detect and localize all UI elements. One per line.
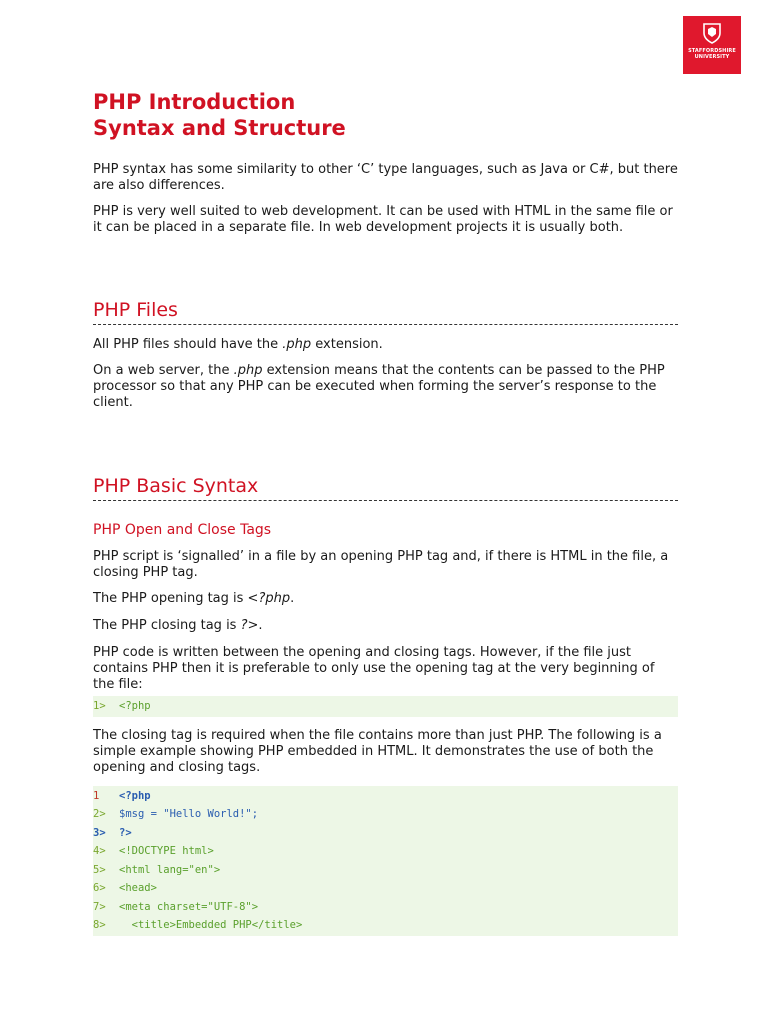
basic-syntax-paragraph-5: The closing tag is required when the file contains more than just PHP. The following is a simple example showing PHP embedded in HTML. It demonstrates the use of both the opening and closing tags.: [93, 727, 662, 775]
code-text: <html lang="en">: [119, 863, 221, 876]
code-text: <title>Embedded PHP</title>: [119, 919, 303, 931]
closing-tag-paragraph: The PHP closing tag is ?>.: [93, 618, 263, 633]
code-line: [93, 916, 678, 935]
code-block-embedded-php: [93, 786, 678, 936]
opening-tag-text: <?php: [247, 591, 291, 606]
line-number: 2>: [93, 808, 106, 820]
line-number: 6>: [93, 882, 106, 894]
code-text: ?>: [119, 826, 132, 839]
code-text: <?php: [119, 700, 151, 712]
logo-text-line2: UNIVERSITY: [694, 54, 730, 60]
code-text: <meta charset="UTF-8">: [119, 900, 259, 913]
line-number: 1: [93, 789, 100, 802]
code-line: [93, 824, 678, 843]
line-number: 5>: [93, 863, 106, 876]
logo-text-line1: STAFFORDSHIRE: [688, 48, 736, 54]
intro-paragraph-2: PHP is very well suited to web development. It can be used with HTML in the same file or it can be placed in a separate file. In web development projects it is usually both.: [93, 204, 673, 235]
code-block-open-tag: [93, 696, 678, 717]
line-number: 1>: [93, 700, 106, 712]
code-line: [93, 805, 678, 824]
code-line: [93, 697, 678, 716]
subheading-open-close-tags: PHP Open and Close Tags: [93, 522, 272, 538]
php-extension-text: .php: [233, 363, 263, 378]
php-files-paragraph-2: On a web server, the .php extension means that the contents can be passed to the PHP processor so that any PHP can be executed when forming the server’s response to the client.: [93, 363, 665, 410]
basic-syntax-paragraph-4: PHP code is written between the opening and closing tags. However, if the file just contains PHP then it is preferable to only use the opening tag at the very beginning of the file:: [93, 645, 655, 692]
code-text: $msg = "Hello World!";: [119, 808, 259, 820]
basic-syntax-paragraph-1: PHP script is ‘signalled’ in a file by an opening PHP tag and, if there is HTML in the file, a closing PHP tag.: [93, 549, 669, 580]
code-line: [93, 842, 678, 861]
document-page: [93, 89, 678, 936]
code-text: <?php: [119, 789, 151, 802]
php-extension-text: .php: [282, 337, 312, 352]
page-title: [93, 89, 678, 141]
code-line: [93, 898, 678, 917]
section-heading-basic-syntax: PHP Basic Syntax: [93, 474, 678, 501]
university-logo: [683, 16, 741, 74]
title-line2: Syntax and Structure: [93, 116, 346, 140]
line-number: 8>: [93, 919, 106, 931]
line-number: 3>: [93, 826, 106, 839]
code-line: [93, 861, 678, 880]
code-text: <!DOCTYPE html>: [119, 845, 214, 857]
crest-icon: [702, 22, 722, 44]
closing-tag-text: ?>: [240, 618, 259, 633]
code-text: <head>: [119, 882, 157, 894]
line-number: 4>: [93, 845, 106, 857]
line-number: 7>: [93, 900, 106, 913]
section-heading-php-files: PHP Files: [93, 298, 678, 325]
opening-tag-paragraph: The PHP opening tag is <?php.: [93, 591, 295, 606]
code-line: [93, 879, 678, 898]
code-line: [93, 787, 678, 806]
intro-paragraph-1: PHP syntax has some similarity to other ‘C’ type languages, such as Java or C#, but there are also differences.: [93, 162, 678, 193]
title-line1: PHP Introduction: [93, 90, 296, 114]
php-files-paragraph-1: All PHP files should have the .php extension.: [93, 337, 383, 352]
